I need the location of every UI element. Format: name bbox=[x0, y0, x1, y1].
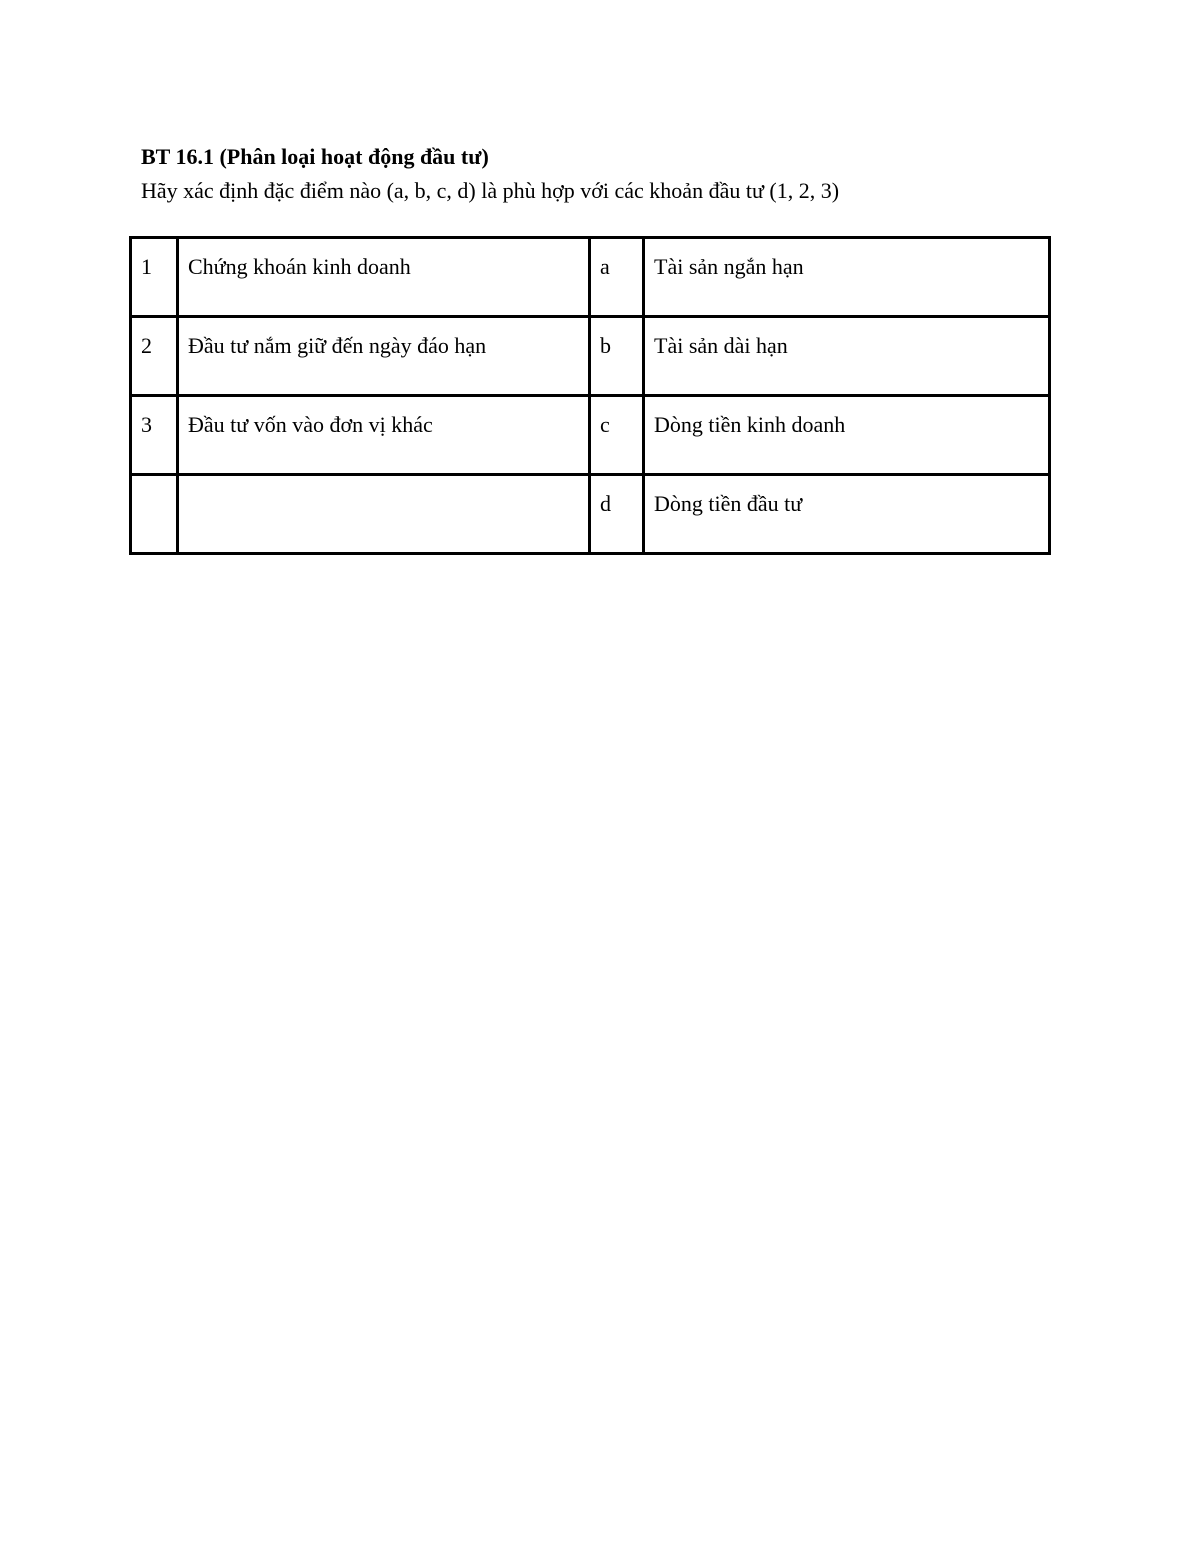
characteristic-letter: d bbox=[590, 475, 644, 554]
characteristic-name: Tài sản ngắn hạn bbox=[644, 238, 1050, 317]
characteristic-letter: c bbox=[590, 396, 644, 475]
investment-number bbox=[131, 475, 178, 554]
characteristic-name: Dòng tiền đầu tư bbox=[644, 475, 1050, 554]
investment-name: Chứng khoán kinh doanh bbox=[178, 238, 590, 317]
matching-table bbox=[129, 236, 1051, 555]
exercise-instruction: Hãy xác định đặc điểm nào (a, b, c, d) là phù hợp với các khoản đầu tư (1, 2, 3) bbox=[141, 178, 840, 203]
investment-name: Đầu tư nắm giữ đến ngày đáo hạn bbox=[178, 317, 590, 396]
table-row bbox=[131, 396, 1050, 475]
characteristic-letter: a bbox=[590, 238, 644, 317]
table-row bbox=[131, 317, 1050, 396]
investment-number: 2 bbox=[131, 317, 178, 396]
investment-number: 1 bbox=[131, 238, 178, 317]
investment-name bbox=[178, 475, 590, 554]
characteristic-letter: b bbox=[590, 317, 644, 396]
investment-name: Đầu tư vốn vào đơn vị khác bbox=[178, 396, 590, 475]
table-row bbox=[131, 238, 1050, 317]
characteristic-name: Dòng tiền kinh doanh bbox=[644, 396, 1050, 475]
table-row bbox=[131, 475, 1050, 554]
exercise-title: BT 16.1 (Phân loại hoạt động đầu tư) bbox=[141, 144, 489, 169]
characteristic-name: Tài sản dài hạn bbox=[644, 317, 1050, 396]
investment-number: 3 bbox=[131, 396, 178, 475]
